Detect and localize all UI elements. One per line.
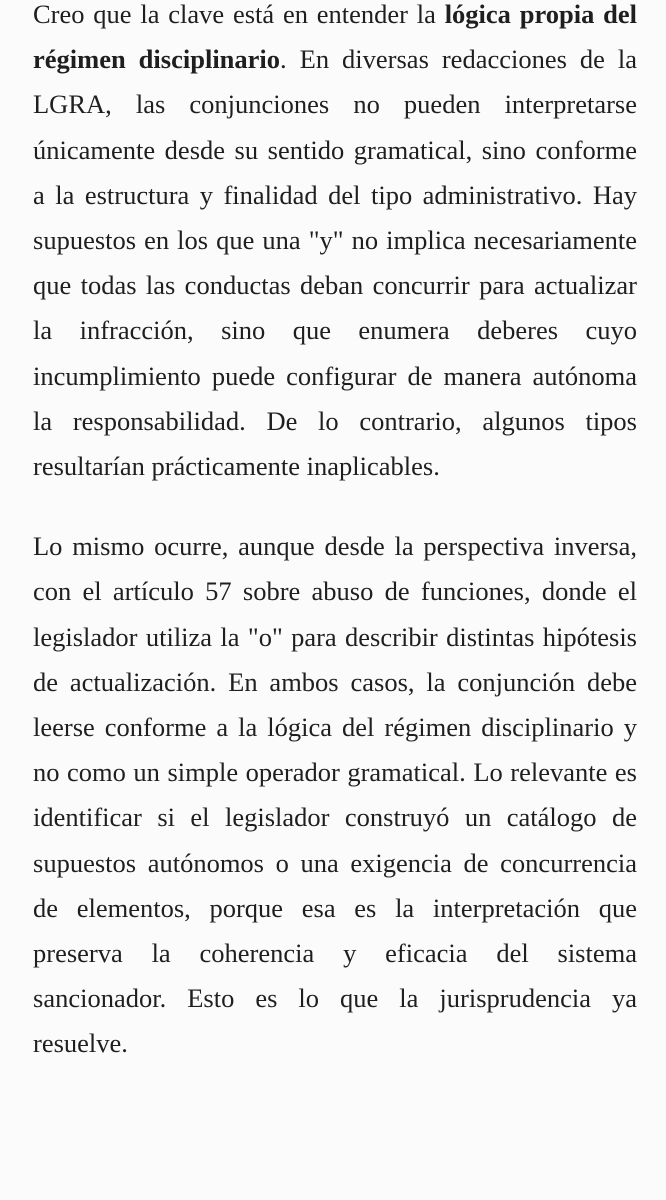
paragraph-2: Lo mismo ocurre, aunque desde la perspectiva inversa, con el artículo 57 sobre abuso de funciones, donde el legislador utiliza la "o" para describir distintas hipótesis de actualización. En ambos casos, la conjunción debe leerse conforme a la lógica del régimen disciplinario y no como un simple operador gramatical. Lo relevante es identificar si el legislador construyó un catálogo de supuestos autónomos o una exigencia de concurrencia de elementos, porque esa es la interpretación que preserva la coherencia y eficacia del sistema sancionador. Esto es lo que la jurisprudencia ya resuelve. bbox=[33, 531, 637, 1059]
paragraph-1-bold-phrase: lógica propia del régimen disciplinario bbox=[33, 0, 637, 75]
paragraph-1-lead: Creo que la clave está en entender la bbox=[33, 0, 445, 29]
paragraph-1-rest: . En diversas redacciones de la LGRA, las conjunciones no pueden interpretarse únicamente desde su sentido gramatical, sino conforme a la estructura y finalidad del tipo administrativo. Hay supuestos en los que una "y" no implica necesariamente que todas las conductas deban concurrir para actualizar la infracción, sino que enumera deberes cuyo incumplimiento puede configurar de manera autónoma la responsabilidad. De lo contrario, algunos tipos resultarían prácticamente inaplicables. bbox=[33, 44, 637, 482]
paragraph-1 bbox=[33, 0, 637, 489]
article-body bbox=[33, 0, 637, 1067]
